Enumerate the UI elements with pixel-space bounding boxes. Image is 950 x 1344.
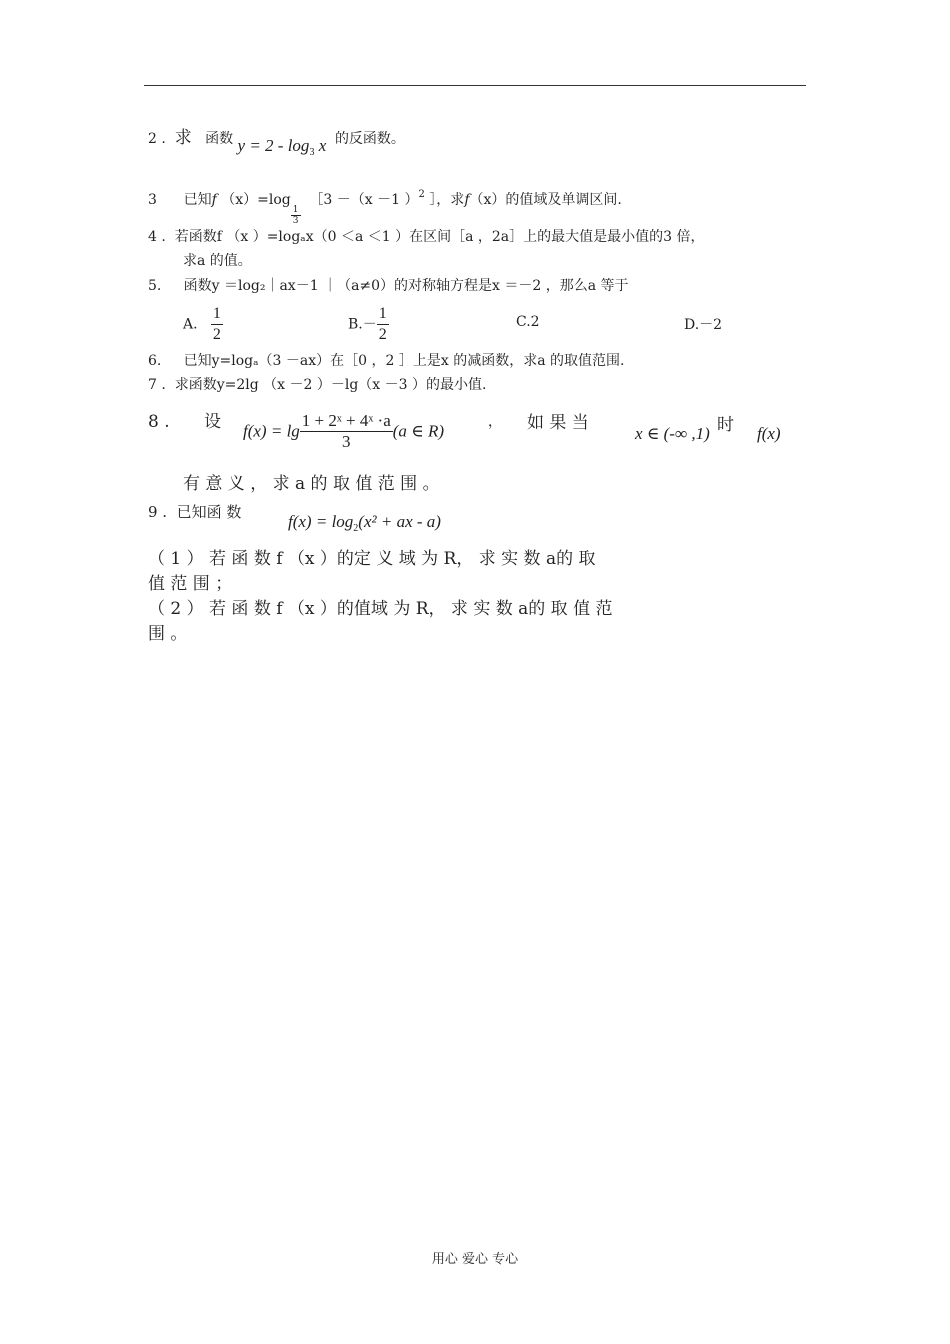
question-4	[148, 227, 705, 247]
q6-text: 已知y=logₐ（3 －ax）在［0 ，2 ］上是x 的减函数，求a 的取值范围.	[183, 353, 625, 369]
q4-line1: 若函数f （x ）=logₐx（0 ＜a ＜1 ）在区间［a ，2a］上的最大值是最小值的3 倍，	[174, 229, 705, 245]
header-rule	[144, 85, 806, 86]
q3-square: 2	[418, 189, 425, 200]
question-4-line2	[183, 251, 252, 271]
page-footer: 用心 爱心 专心	[431, 1252, 519, 1267]
q5-option-c: C.2	[516, 314, 540, 330]
q4-number: 4 .	[148, 229, 166, 245]
question-8	[148, 412, 170, 432]
q3-x: （x）	[221, 192, 258, 208]
q9-text: 已知函 数	[176, 503, 242, 521]
question-3	[148, 185, 622, 226]
q8-fx: f(x)	[757, 424, 781, 443]
q2-word2: 函数	[205, 131, 234, 147]
question-6	[148, 351, 624, 371]
q5-text: 函数y ＝log₂｜ax－1 ｜（a≠0）的对称轴方程是x ＝－2 ，那么a 等于	[183, 278, 629, 294]
q8-line2: 有 意 义 ， 求 a 的 取 值 范 围 。	[183, 474, 440, 494]
question-7	[148, 375, 486, 395]
q6-number: 6.	[148, 353, 162, 369]
q5-option-a: A. $\frac{1}{2}$	[183, 305, 221, 343]
q8-word: 设	[204, 412, 221, 432]
q2-number: 2 .	[148, 131, 166, 147]
q3-rest: ［3 －（x －1 ）	[309, 192, 419, 208]
q9-part1-line1: （ 1 ） 若 函 数 f （x ）的定 义 域 为 R， 求 实 数 a的 取	[148, 549, 596, 569]
q3-text-a: 已知	[183, 192, 212, 208]
q8-shi: 时	[717, 415, 734, 435]
q8-range: x ∈ (-∞ ,1)	[635, 424, 710, 443]
q7-number: 7 .	[148, 377, 166, 393]
q5-number: 5.	[148, 278, 162, 294]
q4-line2: 求a 的值。	[183, 253, 252, 269]
q8-number: 8 .	[148, 412, 170, 432]
q3-number: 3	[148, 192, 157, 208]
q3-base: $\frac{1}{3}$	[292, 205, 299, 226]
question-9	[148, 502, 241, 522]
q9-formula: $f(x) = \log_2(x^2$ + ax - a)	[288, 512, 441, 534]
q3-f: f	[211, 192, 217, 208]
question-5	[148, 276, 629, 296]
q9-part1-line2: 值 范 围 ；	[148, 574, 233, 594]
q3-tail: 的值域及单调区间.	[505, 192, 622, 208]
q9-part2-line1: （ 2 ） 若 函 数 f （x ）的值域 为 R， 求 实 数 a的 取 值 范	[148, 599, 613, 619]
q9-number: 9 .	[148, 503, 168, 521]
q2-tail: 的反函数。	[334, 131, 405, 147]
q7-text: 求函数y=2lg （x －2 ）－lg（x －3 ）的最小值.	[174, 377, 487, 393]
q9-part2-line2: 围 。	[148, 624, 188, 644]
q8-comma: ，	[488, 414, 502, 430]
q3-x2: （x）	[469, 192, 506, 208]
q3-log: =log	[257, 192, 291, 208]
q5-option-b: B.－ $\frac{1}{2}$	[348, 305, 387, 343]
q8-mid: 如 果 当	[527, 413, 589, 433]
q5-option-d: D.－2	[684, 317, 723, 333]
q3-rest2: ］，求	[429, 192, 465, 208]
q8-formula: f(x) = lg $\frac{\text{1 + 2ˣ + 4ˣ ·a}}{3}$ (a ∈ R)	[243, 411, 445, 451]
q2-word: 求	[174, 128, 192, 148]
q3-f2: f	[464, 192, 470, 208]
q2-formula: $y = 2 - \log_3 x$	[237, 136, 327, 158]
question-2	[148, 128, 405, 158]
